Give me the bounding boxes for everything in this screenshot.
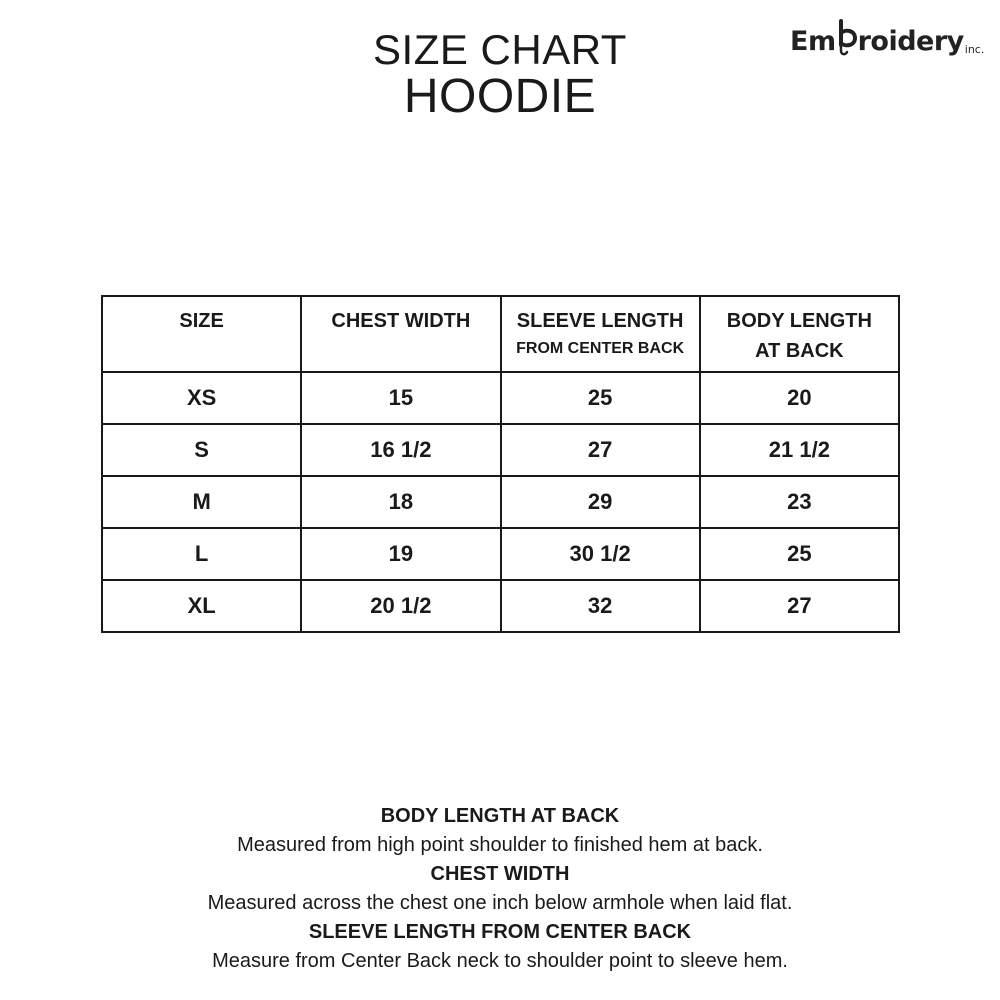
cell-body-length: 23 <box>700 476 899 528</box>
table-row <box>102 580 899 632</box>
cell-chest-width: 15 <box>301 372 500 424</box>
measurement-definitions <box>0 802 1000 976</box>
table-header-row <box>102 296 899 372</box>
cell-sleeve-length: 32 <box>501 580 700 632</box>
definition-text-chest-width: Measured across the chest one inch below armhole when laid flat. <box>207 892 793 914</box>
cell-size: XL <box>102 580 301 632</box>
cell-size: L <box>102 528 301 580</box>
logo-suffix-inc: inc. <box>964 43 985 56</box>
cell-sleeve-length: 27 <box>501 424 700 476</box>
brand-logo <box>790 22 990 67</box>
cell-chest-width: 18 <box>301 476 500 528</box>
logo-text-roidery: roidery <box>857 26 964 57</box>
cell-body-length: 21 1/2 <box>700 424 899 476</box>
table-row <box>102 372 899 424</box>
cell-chest-width: 16 1/2 <box>301 424 500 476</box>
cell-chest-width: 20 1/2 <box>301 580 500 632</box>
header-sleeve-length: SLEEVE LENGTH FROM CENTER BACK <box>501 296 700 372</box>
table-row <box>102 476 899 528</box>
size-chart-table <box>101 295 900 633</box>
definition-title-sleeve-length: SLEEVE LENGTH FROM CENTER BACK <box>308 921 692 943</box>
definition-title-body-length: BODY LENGTH AT BACK <box>380 805 620 827</box>
cell-sleeve-length: 29 <box>501 476 700 528</box>
cell-body-length: 25 <box>700 528 899 580</box>
header-chest-width: CHEST WIDTH <box>301 296 500 372</box>
definition-text-body-length: Measured from high point shoulder to finished hem at back. <box>237 834 763 856</box>
cell-body-length: 27 <box>700 580 899 632</box>
cell-sleeve-length: 25 <box>501 372 700 424</box>
title-hoodie: HOODIE <box>403 70 597 123</box>
cell-sleeve-length: 30 1/2 <box>501 528 700 580</box>
cell-chest-width: 19 <box>301 528 500 580</box>
cell-size: M <box>102 476 301 528</box>
logo-text-em: Em <box>790 26 836 57</box>
table-row <box>102 528 899 580</box>
title-size-chart: SIZE CHART <box>373 26 627 73</box>
header-size: SIZE <box>102 296 301 372</box>
table-row <box>102 424 899 476</box>
header-body-length: BODY LENGTH AT BACK <box>700 296 899 372</box>
cell-size: XS <box>102 372 301 424</box>
header-sleeve-length-sub: FROM CENTER BACK <box>516 340 685 357</box>
definition-text-sleeve-length: Measure from Center Back neck to shoulder point to sleeve hem. <box>212 950 788 972</box>
needle-b-icon <box>836 23 858 53</box>
cell-body-length: 20 <box>700 372 899 424</box>
cell-size: S <box>102 424 301 476</box>
definition-title-chest-width: CHEST WIDTH <box>430 863 570 885</box>
